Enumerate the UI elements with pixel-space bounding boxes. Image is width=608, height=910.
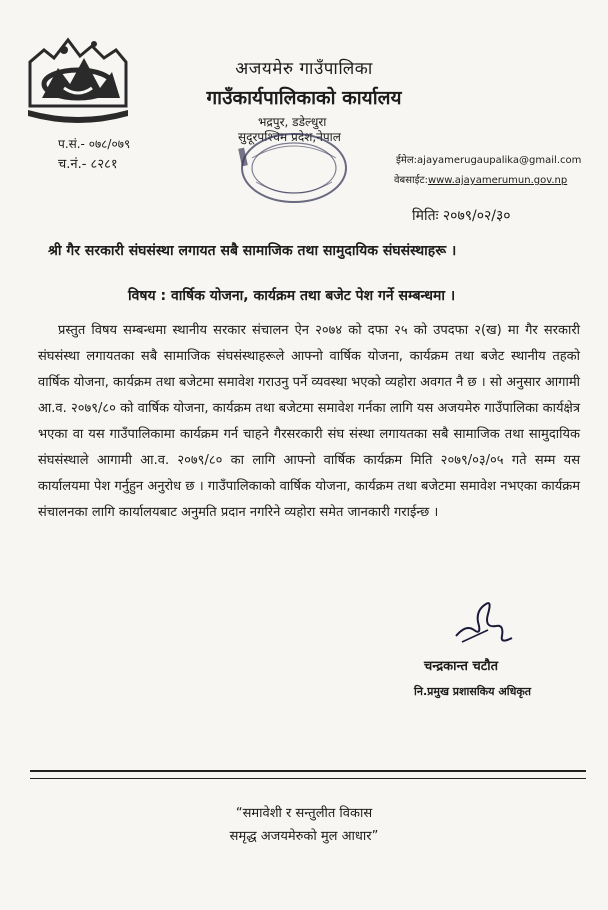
email-address[interactable]: ईमेल:ajayamerugaupalika@gmail.com (396, 155, 582, 166)
letter-body: प्रस्तुत विषय सम्बन्धमा स्थानीय सरकार संचालन ऐन २०७४ को दफा २५ को उपदफा २(ख) मा गैर सरकारी संघसंस्था लगायतका सबै सामाजिक संघसंस्थाहरूले आफ्नो वार्षिक योजना, कार्यक्रम तथा बजेट स्थानीय तहको वार्षिक योजना, कार्यक्रम तथा बजेटमा समावेश गराउनु पर्ने व्यवस्था भएको व्यहोरा अवगत नै छ । सो अनुसार आगामी आ.व. २०७९/८० को वार्षिक योजना, कार्यक्रम तथा बजेटमा समावेश गर्नका लागि यस अजयमेरु गाउँपालिका कार्यक्षेत्र भएका वा यस गाउँपालिकामा कार्यक्रम गर्न चाहने गैरसरकारी संघ संस्था लगायतका सबै सामाजिक तथा सामुदायिक संघसंस्थाले आगामी आ.व. २०७९/८० का लागि आफ्नो वार्षिक कार्यक्रम मिति २०७९/०३/०५ गते सम्म यस कार्यालयमा पेश गर्नुहुन अनुरोध छ । गाउँपालिकाको वार्षिक योजना, कार्यक्रम तथा बजेटमा समावेश नभएका कार्यक्रम संचालनका लागि कार्यालयबाट अनुमति प्रदान नगरिने व्यहोरा समेत जानकारी गराईन्छ । (38, 323, 580, 520)
municipality-name: अजयमेरु गाउँपालिका (235, 59, 373, 79)
website-label: वेबसाईट: (394, 175, 428, 186)
website-link[interactable]: www.ajayamerumun.gov.np (427, 175, 568, 186)
motto-line-1: “समावेशी र सन्तुलीत विकास (235, 806, 373, 821)
letter-recipient: श्री गैर सरकारी संघसंस्था लगायत सबै सामाजिक तथा सामुदायिक संघसंस्थाहरू । (48, 243, 457, 259)
motto-line-2: समृद्ध अजयमेरुको मुल आधार” (229, 829, 379, 844)
letter-date: मितिः २०७९/०२/३० (412, 208, 511, 224)
signatory-name: चन्द्रकान्त चटौत (424, 659, 499, 674)
dispatch-number: च.नं.- ८२८१ (58, 157, 118, 172)
handwritten-signature (452, 596, 522, 648)
address-line-2: सुदूरपश्चिम प्रदेश,नेपाल (238, 130, 341, 144)
footer-divider (30, 770, 586, 772)
reference-number: प.सं.- ०७८/०७९ (58, 137, 131, 151)
official-stamp (232, 128, 362, 208)
signatory-title: नि.प्रमुख प्रशासकिय अधिकृत (414, 685, 532, 698)
office-name: गाउँकार्यपालिकाको कार्यालय (206, 87, 402, 109)
footer-divider-thin (30, 778, 586, 779)
website (394, 172, 567, 186)
letter-subject: विषय : वार्षिक योजना, कार्यक्रम तथा बजेट पेश गर्ने सम्बन्धमा । (128, 288, 456, 304)
address-line-1: भद्रपुर, डडेल्धुरा (258, 115, 327, 129)
